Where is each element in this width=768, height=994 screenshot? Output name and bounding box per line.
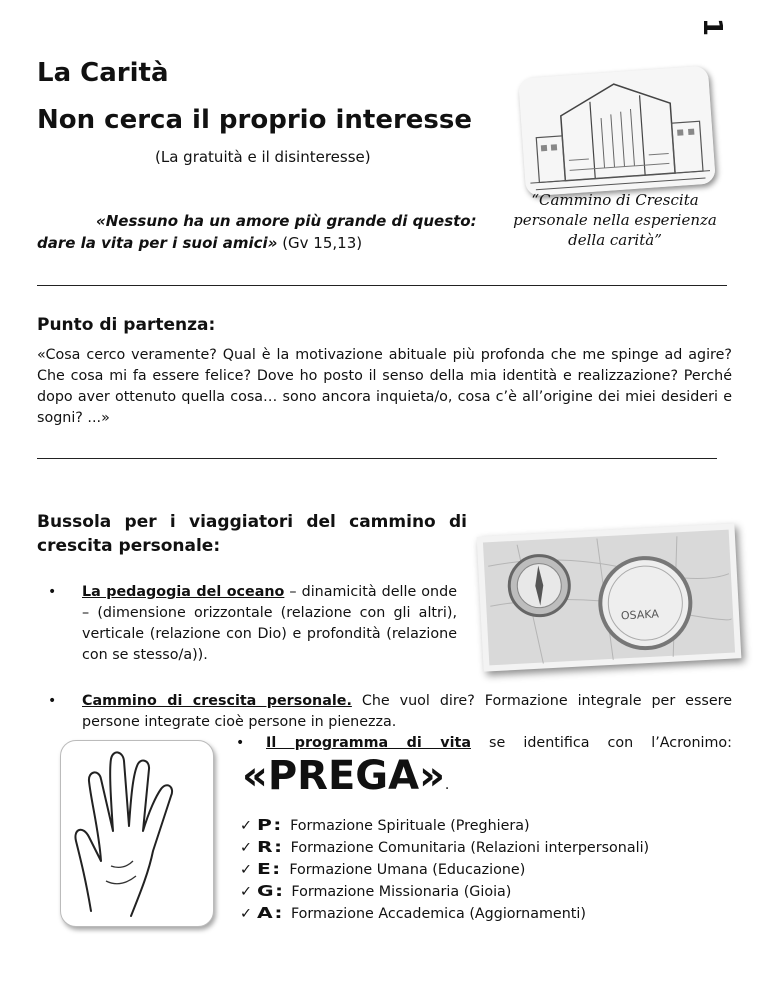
page-title: La Carità <box>37 58 169 88</box>
quote-reference: (Gv 15,13) <box>277 234 363 252</box>
bullet-marker: • <box>236 735 245 751</box>
open-hand-icon <box>61 741 213 926</box>
praying-hand-illustration <box>60 740 214 927</box>
check-icon: ✓ <box>240 884 252 900</box>
acronym-title <box>242 753 449 799</box>
compass-map-photo <box>477 523 742 671</box>
subtitle: (La gratuità e il disinteresse) <box>155 148 371 166</box>
acronym-suffix: . <box>444 777 450 793</box>
bullet-ocean-text: – dinamicità delle onde – (dimensione orizzontale (relazione con gli altri), verticale (relazione con Dio) e profondità (relazione con se stesso/a)). <box>82 584 457 663</box>
section-heading-starting-point: Punto di partenza: <box>37 315 216 335</box>
list-item-g <box>240 880 511 902</box>
life-program-text: se identifica con l’Acronimo: <box>471 735 732 751</box>
list-item-text: Formazione Accademica (Aggiornamenti) <box>290 906 586 922</box>
list-item-text: Formazione Comunitaria (Relazioni interpersonali) <box>290 840 650 856</box>
quote-line-1: «Nessuno ha un amore più grande di questo: <box>96 212 477 230</box>
church-illustration <box>518 66 716 197</box>
acronym-text: «PREGA» <box>242 753 445 799</box>
acronym-letter-r: R: <box>256 838 283 856</box>
bullet-ocean-title: La pedagogia del oceano <box>82 584 285 600</box>
divider-1 <box>37 285 727 286</box>
quote-text: dare la vita per i suoi amici» <box>37 234 278 252</box>
list-item-text: Formazione Umana (Educazione) <box>289 862 526 878</box>
list-item-r <box>240 836 649 858</box>
acronym-letter-g: G: <box>256 882 284 900</box>
section-heading-compass-2: crescita personale: <box>37 536 221 556</box>
list-item-text: Formazione Missionaria (Gioia) <box>291 884 512 900</box>
map-label: OSAKA <box>620 607 660 623</box>
list-item-a <box>240 902 586 924</box>
quote-line-2 <box>37 234 362 252</box>
section-heading-compass-1: Bussola per i viaggiatori del cammino di <box>37 512 467 532</box>
acronym-letter-a: A: <box>256 904 284 922</box>
list-item-text: Formazione Spirituale (Preghiera) <box>290 818 530 834</box>
list-item-e <box>240 858 525 880</box>
check-icon: ✓ <box>240 862 252 878</box>
check-icon: ✓ <box>240 906 252 922</box>
bullet-marker: • <box>48 693 57 709</box>
church-drawing-icon <box>518 66 716 197</box>
bullet-personal-growth <box>82 691 732 733</box>
divider-2 <box>37 458 717 459</box>
acronym-letter-p: P: <box>256 816 283 834</box>
compass-icon <box>477 523 742 671</box>
bullet-growth-title: Cammino di crescita personale. <box>82 693 352 709</box>
list-item-p <box>240 814 530 836</box>
page-number: 1 <box>697 17 727 37</box>
starting-point-paragraph: «Cosa cerco veramente? Qual è la motivazione abituale più profonda che me spinge ad agire? Che cosa mi fa essere felice? Dove ho posto il senso della mia identità e realizzazione? Perché dopo aver ottenuto quella cosa… sono ancora inquieta/o, cosa c’è all’origine dei miei desideri e sogni? ...» <box>37 347 732 426</box>
bullet-growth-text: Che vuol dire? Formazione integrale per essere persone integrate cioè persone in pienezza. <box>82 693 732 730</box>
bullet-marker: • <box>48 584 57 600</box>
image-caption: “Cammino di Crescita personale nella esperienza della carità” <box>513 191 717 249</box>
life-program-title: Il programma di vita <box>266 735 471 751</box>
check-icon: ✓ <box>240 840 252 856</box>
sub-bullet-life-program <box>266 733 732 754</box>
check-icon: ✓ <box>240 818 252 834</box>
page-subtitle-heading: Non cerca il proprio interesse <box>37 105 473 135</box>
bullet-ocean-pedagogy <box>82 582 457 666</box>
acronym-letter-e: E: <box>256 860 282 878</box>
